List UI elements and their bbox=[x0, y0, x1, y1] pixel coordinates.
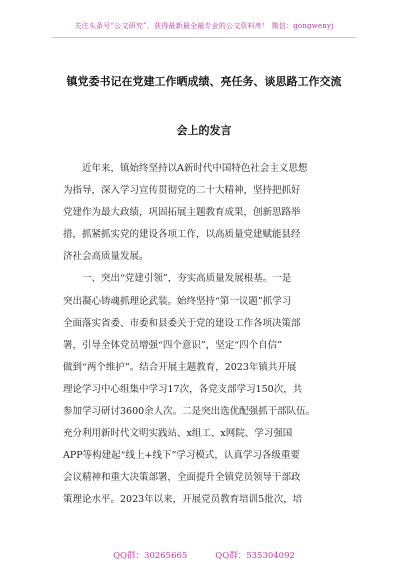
body-line: 会议精神和重大决策部署，全面提升全镇党员领导干部政 bbox=[63, 472, 301, 484]
body-line: 理论学习中心组集中学习17次，各党支部学习150次，共 bbox=[63, 383, 303, 395]
footer-qq-group-2: QQ群：535304092 bbox=[215, 551, 295, 561]
footer-qq-group-1: QQ群：30265665 bbox=[113, 551, 188, 561]
body-line: 为指导，深入学习宣传贯彻党的二十大精神，坚持把抓好 bbox=[63, 185, 301, 197]
body-line: 署，引导全体党员增强“四个意识”，坚定“四个自信” bbox=[63, 339, 282, 351]
footer-contact bbox=[0, 549, 408, 561]
body-line: 做到“两个维护”。结合开展主题教育，2023年镇共开展 bbox=[63, 361, 297, 373]
body-line: 济社会高质量发展。 bbox=[63, 251, 149, 263]
document-body bbox=[63, 158, 345, 512]
body-line: 策理论水平。2023年以来，开展党员教育培训5批次，培 bbox=[63, 494, 303, 506]
body-line: 措，抓紧抓实党的建设各项工作，以高质量党建赋能县经 bbox=[63, 229, 301, 241]
body-line: 参加学习研讨3600余人次。二是突出选优配强抓干部队伍。 bbox=[63, 406, 316, 418]
header-divider bbox=[52, 37, 356, 38]
body-line: 党建作为最大政绩，巩固拓展主题教育成果，创新思路举 bbox=[63, 207, 301, 219]
header-banner: 关注头条号“公文研究”，获得最新最全最专业的公文资料库！ 微信：gongwenyj bbox=[74, 22, 334, 30]
document-title-line-1: 镇党委书记在党建工作晒成绩、亮任务、谈思路工作交流 bbox=[66, 75, 342, 88]
body-line: 充分利用新时代文明实践站、x组工、x网院、学习强国 bbox=[63, 428, 293, 440]
body-line: 全面落实省委、市委和县委关于党的建设工作各项决策部 bbox=[63, 317, 301, 329]
document-title-line-2: 会上的发言 bbox=[176, 124, 232, 137]
body-line: APP等构建起“线上+线下”学习模式，认真学习各级重要 bbox=[63, 450, 300, 462]
body-line: 近年来，镇始终坚持以A新时代中国特色社会主义思想 bbox=[82, 163, 308, 174]
body-line: 一、突出“党建引领”，夯实高质量发展根基。一是 bbox=[82, 273, 292, 285]
body-line: 突出凝心铸魂抓理论武装。始终坚持“第一议题”抓学习 bbox=[63, 295, 292, 307]
